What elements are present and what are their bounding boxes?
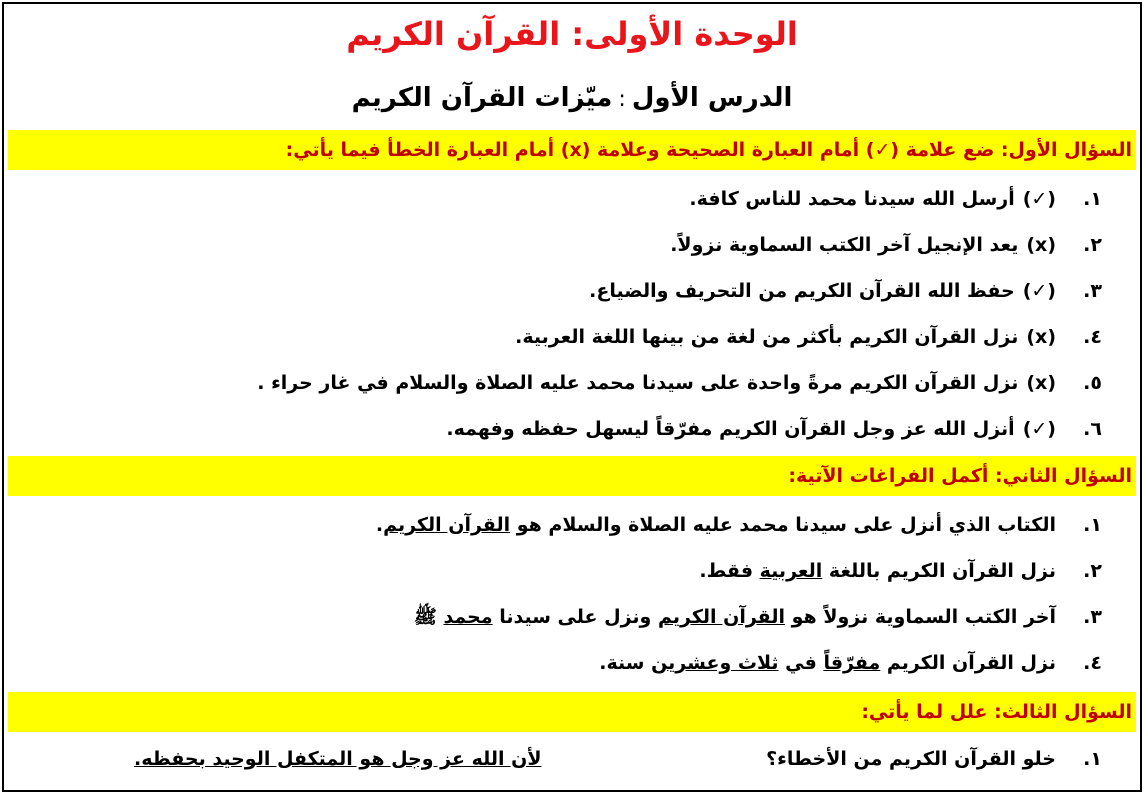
q1-item-2-text: يعد الإنجيل آخر الكتب السماوية نزولاً. — [670, 234, 1019, 256]
q2-item-1-text: الكتاب الذي أنزل على سيدنا محمد عليه الصلاة والسلام هو — [510, 514, 1056, 536]
q1-item-4-number: ٤. — [1083, 326, 1102, 348]
q1-item-5-text: نزل القرآن الكريم مرةً واحدة على سيدنا محمد عليه الصلاة والسلام في غار حراء . — [257, 372, 1019, 394]
q2-item-2-text: نزل القرآن الكريم باللغة — [822, 560, 1056, 582]
q2-item-4-answer-1: مفرّقاً — [823, 652, 881, 674]
q1-item-5-number: ٥. — [1083, 372, 1102, 394]
worksheet-page — [2, 2, 1142, 792]
q2-item-3-number: ٣. — [1083, 606, 1102, 628]
q2-item-4-answer-2: ثلاث وعشرين — [651, 652, 779, 674]
q1-item-2 — [670, 230, 1102, 260]
q2-item-3-answer-2: محمد — [443, 606, 493, 628]
q3-item-1 — [766, 744, 1102, 774]
q1-item-1-number: ١. — [1083, 188, 1102, 210]
q3-item-1-text: خلو القرآن الكريم من الأخطاء؟ — [766, 748, 1056, 770]
q2-item-4-number: ٤. — [1083, 652, 1102, 674]
q2-item-2 — [699, 556, 1102, 586]
q1-item-4-mark: (x) — [1026, 326, 1056, 348]
q2-item-2-number: ٢. — [1083, 560, 1102, 582]
q1-item-2-mark: (x) — [1026, 234, 1056, 256]
question-2-heading: السؤال الثاني: أكمل الفراغات الآتية: — [8, 456, 1136, 496]
q1-item-3-mark: (✓) — [1022, 280, 1056, 302]
lesson-separator: : — [618, 87, 626, 112]
question-3-heading: السؤال الثالث: علل لما يأتي: — [8, 692, 1136, 732]
q1-item-3 — [589, 276, 1102, 306]
q2-item-1 — [376, 510, 1102, 540]
q2-item-3-middle: ونزل على سيدنا — [492, 606, 658, 628]
q2-item-1-number: ١. — [1083, 514, 1102, 536]
q3-item-1-number: ١. — [1083, 748, 1102, 770]
q1-item-1-mark: (✓) — [1022, 188, 1056, 210]
q1-item-5 — [257, 368, 1102, 398]
q1-item-3-number: ٣. — [1083, 280, 1102, 302]
q1-item-6-number: ٦. — [1083, 418, 1102, 440]
q2-item-3-text: آخر الكتب السماوية نزولاً هو — [785, 606, 1056, 628]
q2-item-4-middle: في — [778, 652, 824, 674]
q2-item-1-answer: القرآن الكريم — [383, 514, 511, 536]
q3-item-1-answer: لأن الله عز وجل هو المتكفل الوحيد بحفظه. — [134, 748, 542, 770]
lesson-label: الدرس الأول — [631, 83, 793, 113]
q1-item-3-text: حفظ الله القرآن الكريم من التحريف والضياع. — [589, 280, 1015, 302]
q1-item-6-text: أنزل الله عز وجل القرآن الكريم مفرّقاً ليسهل حفظه وفهمه. — [446, 418, 1015, 440]
q2-item-4-text: نزل القرآن الكريم — [880, 652, 1056, 674]
unit-title: الوحدة الأولى: القرآن الكريم — [346, 15, 798, 53]
q2-item-2-end: فقط. — [699, 560, 760, 582]
q2-item-3-end: ﷺ — [413, 606, 444, 628]
question-1-heading: السؤال الأول: ضع علامة (✓) أمام العبارة الصحيحة وعلامة (x) أمام العبارة الخطأ فيما يأتي: — [8, 130, 1136, 170]
q1-item-5-mark: (x) — [1026, 372, 1056, 394]
q2-item-3-answer-1: القرآن الكريم — [657, 606, 786, 628]
q2-item-4-end: سنة. — [599, 652, 652, 674]
q1-item-6 — [446, 414, 1102, 444]
q1-item-1 — [689, 184, 1102, 214]
q2-item-3 — [414, 602, 1102, 632]
q1-item-4 — [515, 322, 1102, 352]
q2-item-2-answer: العربية — [759, 560, 823, 582]
q2-item-4 — [599, 648, 1102, 678]
q2-item-1-end: . — [375, 514, 384, 536]
q1-item-2-number: ٢. — [1083, 234, 1102, 256]
q1-item-6-mark: (✓) — [1022, 418, 1056, 440]
lesson-title — [4, 80, 1140, 118]
q1-item-1-text: أرسل الله سيدنا محمد للناس كافة. — [689, 188, 1015, 210]
q1-item-4-text: نزل القرآن الكريم بأكثر من لغة من بينها اللغة العربية. — [515, 326, 1019, 348]
lesson-name: ميّزات القرآن الكريم — [351, 83, 613, 113]
